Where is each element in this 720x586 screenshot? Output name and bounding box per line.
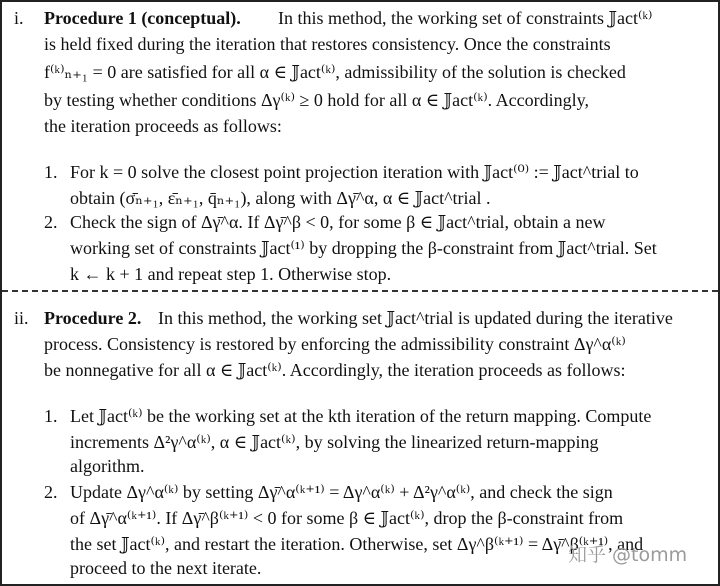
section-i-line-1: In this method, the working set of constraints 𝕁act⁽ᵏ⁾ [278, 8, 653, 28]
section-ii-step-2-line-3: the set 𝕁act⁽ᵏ⁾, and restart the iteration. Otherwise, set Δγ^β⁽ᵏ⁺¹⁾ = Δγ̄^β⁽ᵏ⁺¹⁾, and [70, 534, 644, 554]
section-i-line-4: by testing whether conditions Δγ⁽ᵏ⁾ ≥ 0 hold for all α ∈ 𝕁act⁽ᵏ⁾. Accordingly, [44, 90, 589, 110]
section-ii-step-1-line-2: increments Δ²γ^α⁽ᵏ⁾, α ∈ 𝕁act⁽ᵏ⁾, by solving the linearized return-mapping [70, 432, 599, 452]
section-i-title: Procedure 1 (conceptual). [44, 8, 241, 28]
section-i-step-2-line-3: k ← k + 1 and repeat step 1. Otherwise stop. [70, 264, 392, 284]
watermark: 知乎 @tomm [568, 544, 688, 566]
section-i-step-1-num: 1. [44, 162, 58, 182]
section-i-step-2-num: 2. [44, 212, 58, 232]
section-ii-step-1-line-1: Let 𝕁act⁽ᵏ⁾ be the working set at the kth iteration of the return mapping. Compute [70, 406, 652, 426]
section-ii-step-2-line-4: proceed to the next iterate. [70, 558, 262, 578]
section-i-line-2: is held fixed during the iteration that restores consistency. Once the constraints [44, 34, 611, 54]
section-i-step-1-line-2: obtain (σ̄ₙ₊₁, ε̄ₙ₊₁, q̄ₙ₊₁), along with Δγ̄^α, α ∈ 𝕁act^trial . [70, 188, 491, 208]
section-i-line-5: the iteration proceeds as follows: [44, 116, 282, 136]
section-ii-step-1-num: 1. [44, 406, 58, 426]
section-ii-step-2-num: 2. [44, 482, 58, 502]
section-i-step-2-line-1: Check the sign of Δγ̄^α. If Δγ̄^β < 0, for some β ∈ 𝕁act^trial, obtain a new [70, 212, 606, 232]
section-divider [2, 290, 718, 292]
section-ii-line-3: be nonnegative for all α ∈ 𝕁act⁽ᵏ⁾. Accordingly, the iteration proceeds as follows: [44, 360, 626, 380]
section-ii-step-2-line-2: of Δγ̄^α⁽ᵏ⁺¹⁾. If Δγ̄^β⁽ᵏ⁺¹⁾ < 0 for some β ∈ 𝕁act⁽ᵏ⁾, drop the β-constraint from [70, 508, 624, 528]
section-ii-title: Procedure 2. [44, 308, 142, 328]
section-i-step-1-line-1: For k = 0 solve the closest point projection iteration with 𝕁act⁽⁰⁾ := 𝕁act^trial to [70, 162, 639, 182]
section-ii-line-1: In this method, the working set 𝕁act^trial is updated during the iterative [158, 308, 673, 328]
section-ii-label: ii. [14, 308, 29, 328]
section-i-label: i. [14, 8, 24, 28]
section-ii-step-2-line-1: Update Δγ^α⁽ᵏ⁾ by setting Δγ̄^α⁽ᵏ⁺¹⁾ = Δγ^α⁽ᵏ⁾ + Δ²γ^α⁽ᵏ⁾, and check the sign [70, 482, 613, 502]
section-i-step-2-line-2: working set of constraints 𝕁act⁽¹⁾ by dropping the β-constraint from 𝕁act^trial. Set [70, 238, 657, 258]
section-i-line-3: f⁽ᵏ⁾ₙ₊₁ = 0 are satisfied for all α ∈ 𝕁act⁽ᵏ⁾, admissibility of the solution is checked [44, 62, 626, 82]
section-ii-step-1-line-3: algorithm. [70, 456, 145, 476]
section-ii-line-2: process. Consistency is restored by enforcing the admissibility constraint Δγ^α⁽ᵏ⁾ [44, 334, 626, 354]
